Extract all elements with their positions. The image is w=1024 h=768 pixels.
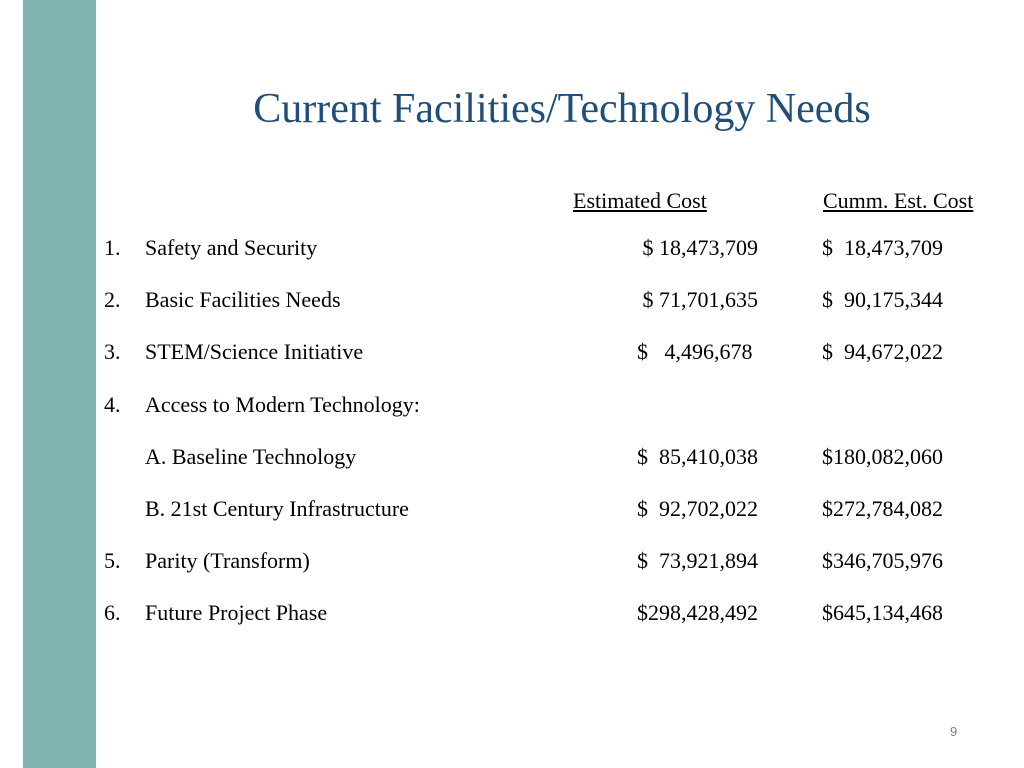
row-label: Future Project Phase: [145, 600, 328, 625]
row-cumulative-cost: $ 18,473,709: [822, 235, 943, 260]
table-row: [0, 338, 1024, 366]
estimated-cost-header: Estimated Cost: [573, 188, 707, 213]
row-number: 5.: [104, 548, 121, 573]
row-estimated-cost: $ 92,702,022: [637, 496, 758, 521]
row-cumulative-cost: $180,082,060: [822, 444, 943, 469]
row-number: 1.: [104, 235, 121, 260]
table-row: [0, 391, 1024, 419]
table-row: [0, 495, 1024, 523]
row-estimated-cost: $298,428,492: [637, 600, 758, 625]
row-label: Basic Facilities Needs: [145, 287, 341, 312]
row-cumulative-cost: $346,705,976: [822, 548, 943, 573]
row-estimated-cost: $ 85,410,038: [637, 444, 758, 469]
row-cumulative-cost: $ 94,672,022: [822, 339, 943, 364]
row-number: 2.: [104, 287, 121, 312]
row-label: Access to Modern Technology:: [145, 392, 420, 417]
row-estimated-cost: $ 73,921,894: [637, 548, 758, 573]
row-label: Safety and Security: [145, 235, 318, 260]
table-row: [0, 443, 1024, 471]
page-number: 9: [950, 724, 958, 739]
row-label: B. 21st Century Infrastructure: [145, 496, 409, 521]
row-label: Parity (Transform): [145, 548, 310, 573]
table-row: [0, 547, 1024, 575]
row-label: A. Baseline Technology: [145, 444, 357, 469]
row-number: 6.: [104, 600, 121, 625]
table-row: [0, 234, 1024, 262]
row-number: 3.: [104, 339, 121, 364]
table-row: [0, 286, 1024, 314]
row-cumulative-cost: $645,134,468: [822, 600, 943, 625]
slide-title: Current Facilities/Technology Needs: [253, 86, 871, 132]
row-cumulative-cost: $272,784,082: [822, 496, 943, 521]
accent-side-bar: [23, 0, 96, 768]
table-row: [0, 599, 1024, 627]
row-number: 4.: [104, 392, 121, 417]
row-cumulative-cost: $ 90,175,344: [822, 287, 943, 312]
row-estimated-cost: $ 18,473,709: [642, 235, 758, 260]
row-estimated-cost: $ 4,496,678: [637, 339, 758, 364]
row-estimated-cost: $ 71,701,635: [642, 287, 758, 312]
cumulative-cost-header: Cumm. Est. Cost: [823, 188, 974, 213]
row-label: STEM/Science Initiative: [145, 339, 364, 364]
